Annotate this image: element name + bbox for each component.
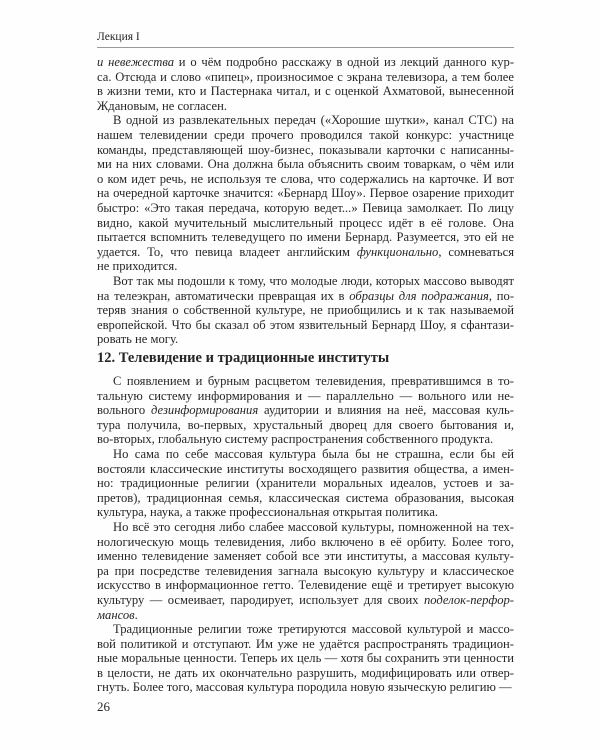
text-line xyxy=(97,520,514,535)
paragraph xyxy=(97,622,514,695)
text-span: культуру — осмеивает, пародирует, использует для своих xyxy=(97,592,424,607)
text-line xyxy=(97,505,514,520)
text-line xyxy=(97,476,514,491)
text-span: Вот так мы подошли к тому, что молодые люди, которых массово выводят xyxy=(113,273,514,288)
text-line xyxy=(97,84,514,99)
text-span: на очередной карточке значится: «Бернард Шоу». Первое озарение приходит xyxy=(97,186,514,201)
text-line xyxy=(97,303,514,318)
text-span: и о чём подробно расскажу в одной из лекций данного кур- xyxy=(174,55,514,69)
text-span: тура получила, во-первых, хрустальный дворец для своего бытования и, xyxy=(97,417,514,432)
text-span: в жизни теми, кто и Пастернака читал, и с оценкой Ахматовой, вынесенной xyxy=(97,84,514,99)
paragraph xyxy=(97,520,514,622)
text-span: удается. То, что певица владеет английским xyxy=(97,244,357,259)
text-span: европейской. Что бы сказал об этом язвительный Бернард Шоу, я сфантази- xyxy=(97,317,514,332)
text-line xyxy=(97,432,514,447)
text-span: во-вторых, глобальную систему распространения собственного продукта. xyxy=(97,432,494,447)
text-line xyxy=(97,128,514,143)
text-span: Традиционные религии тоже третируются массовой культурой и массо- xyxy=(113,622,514,637)
text-span: ровать не могу. xyxy=(97,332,179,347)
text-line xyxy=(97,593,514,608)
text-span: на телеэкран, автоматически превращая их в xyxy=(97,288,350,303)
text-span: са. Отсюда и слово «пипец», произносимое с экрана телевизора, а тем более xyxy=(97,69,514,84)
text-line xyxy=(97,447,514,462)
text-span: Но сама по себе массовая культура была бы не страшна, если бы ей xyxy=(113,446,514,461)
text-span: команды, представляющей шоу-бизнес, показывали карточки с написанны- xyxy=(97,142,514,157)
text-span: культура, наука, а также профессиональная открытая политика. xyxy=(97,505,439,520)
text-line xyxy=(97,622,514,637)
italic-text: мансов xyxy=(97,607,135,622)
text-line xyxy=(97,113,514,128)
text-line xyxy=(97,389,514,404)
text-line xyxy=(97,99,514,114)
text-span: но: традиционные религии (хранители моральных идеалов, устоев и за- xyxy=(97,476,514,491)
paragraph xyxy=(97,274,514,347)
text-span: о ком идет речь, не используя те слова, что содержались на карточке. И вот xyxy=(97,171,514,186)
text-span: В одной из развлекательных передач («Хорошие шутки», канал СТС) на xyxy=(113,113,514,128)
text-span: ные моральные ценности. Теперь их цель — хотя бы сохранить эти ценности xyxy=(97,651,514,666)
text-span: теряв знания о собственной культуре, не приобщились и к так называемой xyxy=(97,303,514,318)
text-line xyxy=(97,549,514,564)
text-line xyxy=(97,418,514,433)
text-span: вой политикой и отступают. Им уже не удаётся распространять традицион- xyxy=(97,636,514,651)
text-span: быстро: «Это такая передача, которую ведет...» Певица замолкает. По лицу xyxy=(97,200,514,215)
text-span: С появлением и бурным расцветом телевидения, превратившимся в то- xyxy=(113,374,514,388)
text-block-before-heading xyxy=(97,55,514,347)
text-line xyxy=(97,680,514,695)
text-line xyxy=(97,564,514,579)
text-span: искусство в информационное гетто. Телевидение ещё и третирует высокую xyxy=(97,578,514,593)
text-line xyxy=(97,608,514,623)
text-line xyxy=(97,374,514,389)
text-span: . xyxy=(134,607,138,622)
page-number: 26 xyxy=(97,699,110,714)
text-line xyxy=(97,491,514,506)
text-span: пытается вспомнить телеведущего по имени Бернард. Разумеется, это ей не xyxy=(97,230,514,245)
text-span: гнуть. Более того, массовая культура породила новую языческую религию — xyxy=(97,680,512,695)
text-span: видно, какой мучительный мыслительный процесс идёт в её голове. Она xyxy=(97,215,514,230)
italic-text: и невежества xyxy=(97,55,175,69)
text-span: , по- xyxy=(488,288,514,303)
text-span: аудитории и влияния на неё, массовая куль- xyxy=(258,403,514,418)
text-span: ра при посредстве телевидения загнала высокую культуру и классическое xyxy=(97,563,514,578)
text-span: тальную систему информирования и — параллельно — вольного или не- xyxy=(97,388,514,403)
text-line xyxy=(97,318,514,333)
text-line xyxy=(97,186,514,201)
text-line xyxy=(97,578,514,593)
text-line xyxy=(97,637,514,652)
text-line xyxy=(97,274,514,289)
text-span: претов), традиционная семья, классическая система образования, высокая xyxy=(97,490,514,505)
text-span: не приходится. xyxy=(97,259,178,274)
paragraph xyxy=(97,113,514,274)
paragraph xyxy=(97,55,514,113)
text-span: вольного xyxy=(97,403,152,418)
text-line xyxy=(97,55,514,70)
text-line xyxy=(97,70,514,85)
text-span: ми на них словами. Она должна была объяснить своим товаркам, о чём или xyxy=(97,157,514,172)
text-line xyxy=(97,332,514,347)
text-span: именно телевидение заменяет собой все эти институты, а массовая культу- xyxy=(97,549,514,564)
text-line xyxy=(97,143,514,158)
section-heading: 12. Телевидение и традиционные институты xyxy=(97,350,390,366)
text-line xyxy=(97,651,514,666)
text-block-after-heading xyxy=(97,374,514,695)
text-line xyxy=(97,245,514,260)
text-span: Но всё это сегодня либо слабее массовой культуры, помноженной на тех- xyxy=(113,519,514,534)
text-line xyxy=(97,230,514,245)
italic-text: поделок-перфор- xyxy=(423,592,514,607)
text-line xyxy=(97,216,514,231)
text-line xyxy=(97,172,514,187)
text-line xyxy=(97,462,514,477)
text-line xyxy=(97,259,514,274)
italic-text: дезинформирования xyxy=(151,403,259,418)
italic-text: образцы для подражания xyxy=(349,288,489,303)
text-span: Ждановым, не согласен. xyxy=(97,98,227,113)
paragraph xyxy=(97,374,514,447)
text-line xyxy=(97,535,514,550)
text-line xyxy=(97,201,514,216)
text-line xyxy=(97,289,514,304)
text-span: , сомневаться xyxy=(438,244,514,259)
text-line xyxy=(97,666,514,681)
text-line xyxy=(97,403,514,418)
text-span: в целости, не дать их окончательно разрушить, модифицировать или отвер- xyxy=(97,665,514,680)
paragraph xyxy=(97,447,514,520)
header-rule xyxy=(97,47,514,48)
text-span: нологическую мощь телевидения, либо включено в её орбиту. Более того, xyxy=(97,534,514,549)
text-span: нашем телевидении среди прочего проводился такой конкурс: участнице xyxy=(97,127,514,142)
text-span: востояли классические институты восходящего развития общества, а имен- xyxy=(97,461,514,476)
italic-text: функционально xyxy=(356,244,439,259)
running-head: Лекция I xyxy=(97,31,140,43)
text-line xyxy=(97,157,514,172)
